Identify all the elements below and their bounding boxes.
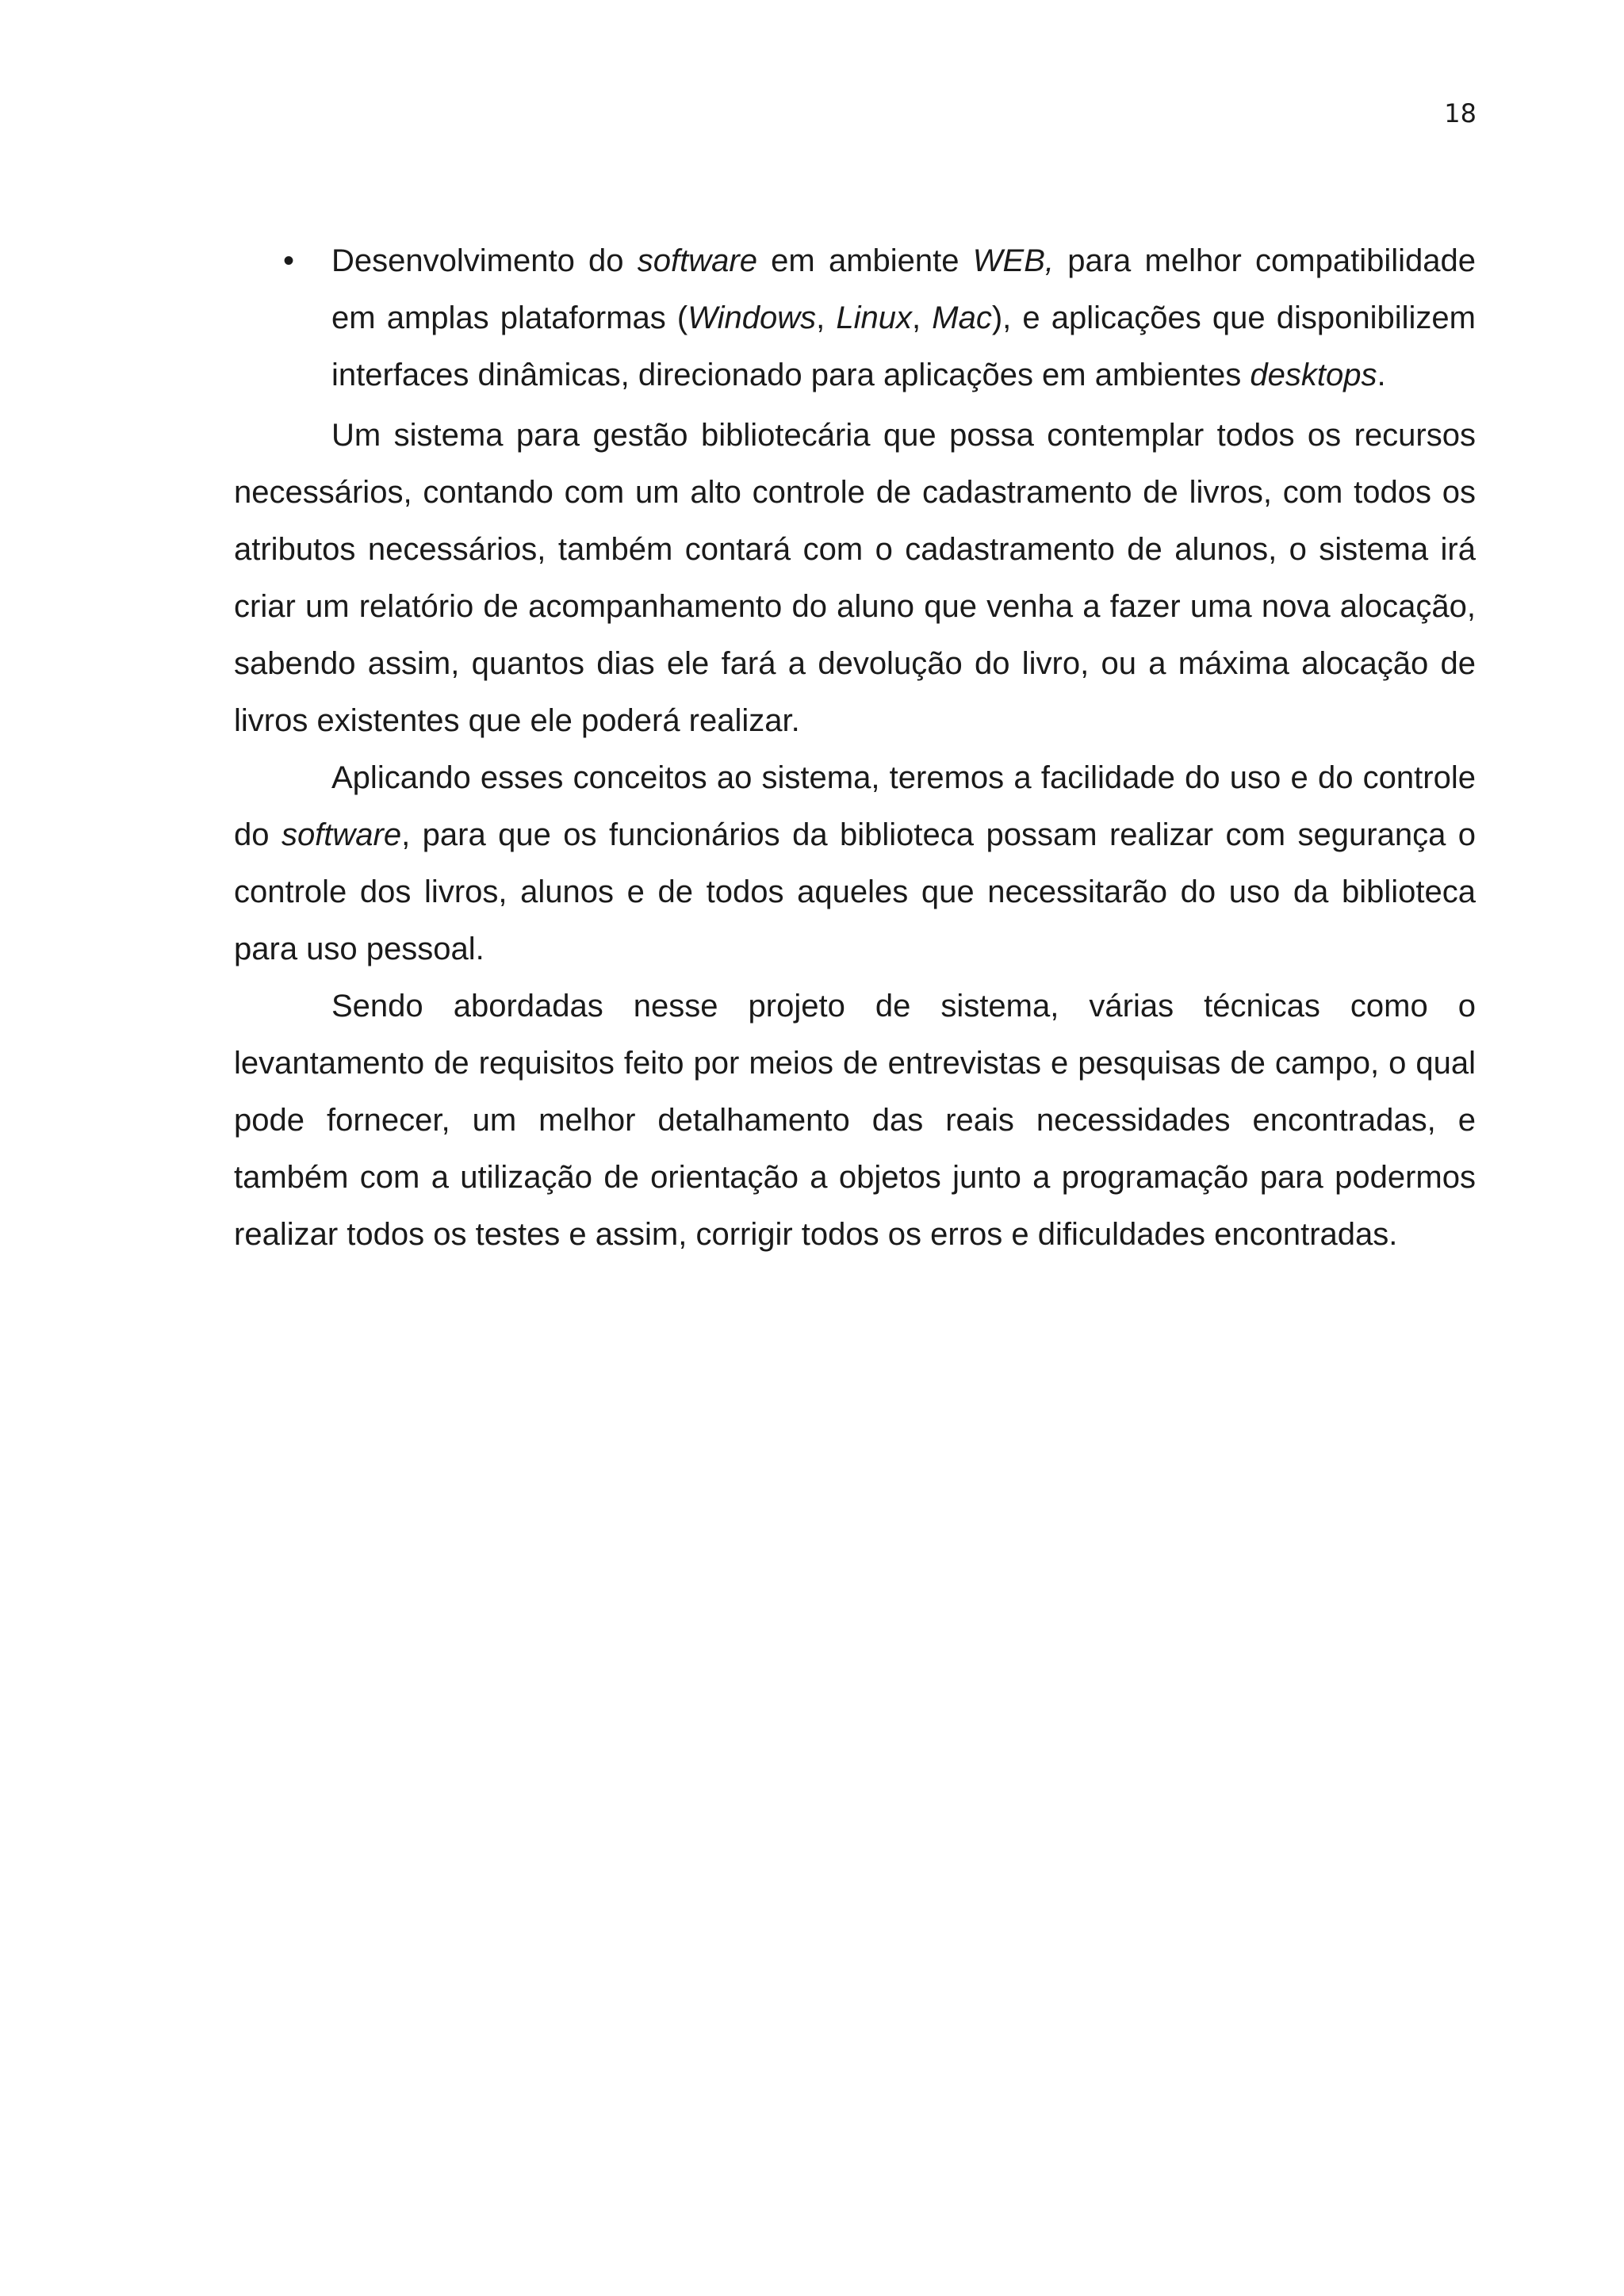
bullet-italic-software: software xyxy=(637,243,757,278)
bullet-italic-mac: Mac xyxy=(932,300,992,335)
page-number: 18 xyxy=(1444,98,1477,128)
paragraph-2-text: Aplicando esses conceitos ao sistema, teremos a facilidade do uso e do controle do xyxy=(234,760,1476,852)
bullet-text: ), e aplicações que disponibilizem interfaces dinâmicas, direcionado para aplicações em ambientes xyxy=(331,300,1476,392)
bullet-text: , xyxy=(912,300,933,335)
paragraph-1: Um sistema para gestão bibliotecária que possa contemplar todos os recursos necessários, contando com um alto controle de cadastramento de livros, com todos os atributos necessários, também contará com o cadastramento de alunos, o sistema irá criar um relatório de acompanhamento do aluno que venha a fazer uma nova alocação, sabendo assim, quantos dias ele fará a devolução do livro, ou a máxima alocação de livros existentes que ele poderá realizar. xyxy=(234,418,1476,738)
bullet-text: em ambiente xyxy=(756,243,973,278)
paragraph-3: Sendo abordadas nesse projeto de sistema, várias técnicas como o levantamento de requisitos feito por meios de entrevistas e pesquisas de campo, o qual pode fornecer, um melhor detalhamento das reais necessidades encontradas, e também com a utilização de orientação a objetos junto a programação para podermos realizar todos os testes e assim, corrigir todos os erros e dificuldades encontradas. xyxy=(234,989,1476,1252)
bullet-text: para melhor compatibilidade em amplas plataformas ( xyxy=(331,243,1476,335)
paragraph-2 xyxy=(234,749,1476,978)
document-body xyxy=(234,232,1476,1263)
bullet-item xyxy=(234,232,1476,404)
bullet-italic-desktops: desktops xyxy=(1250,358,1377,392)
bullet-text: , xyxy=(816,300,837,335)
bullet-text: . xyxy=(1377,358,1386,392)
bullet-italic-linux: Linux xyxy=(836,300,912,335)
bullet-text: Desenvolvimento do xyxy=(331,243,638,278)
bullet-italic-web: WEB, xyxy=(972,243,1055,278)
paragraph-2-text: , para que os funcionários da biblioteca possam realizar com segurança o controle dos livros, alunos e de todos aqueles que necessitarão do uso da biblioteca para uso pessoal. xyxy=(234,817,1477,966)
bullet-icon: • xyxy=(283,243,295,278)
bullet-italic-windows: Windows xyxy=(688,300,817,335)
paragraph-2-italic-software: software xyxy=(281,817,402,852)
